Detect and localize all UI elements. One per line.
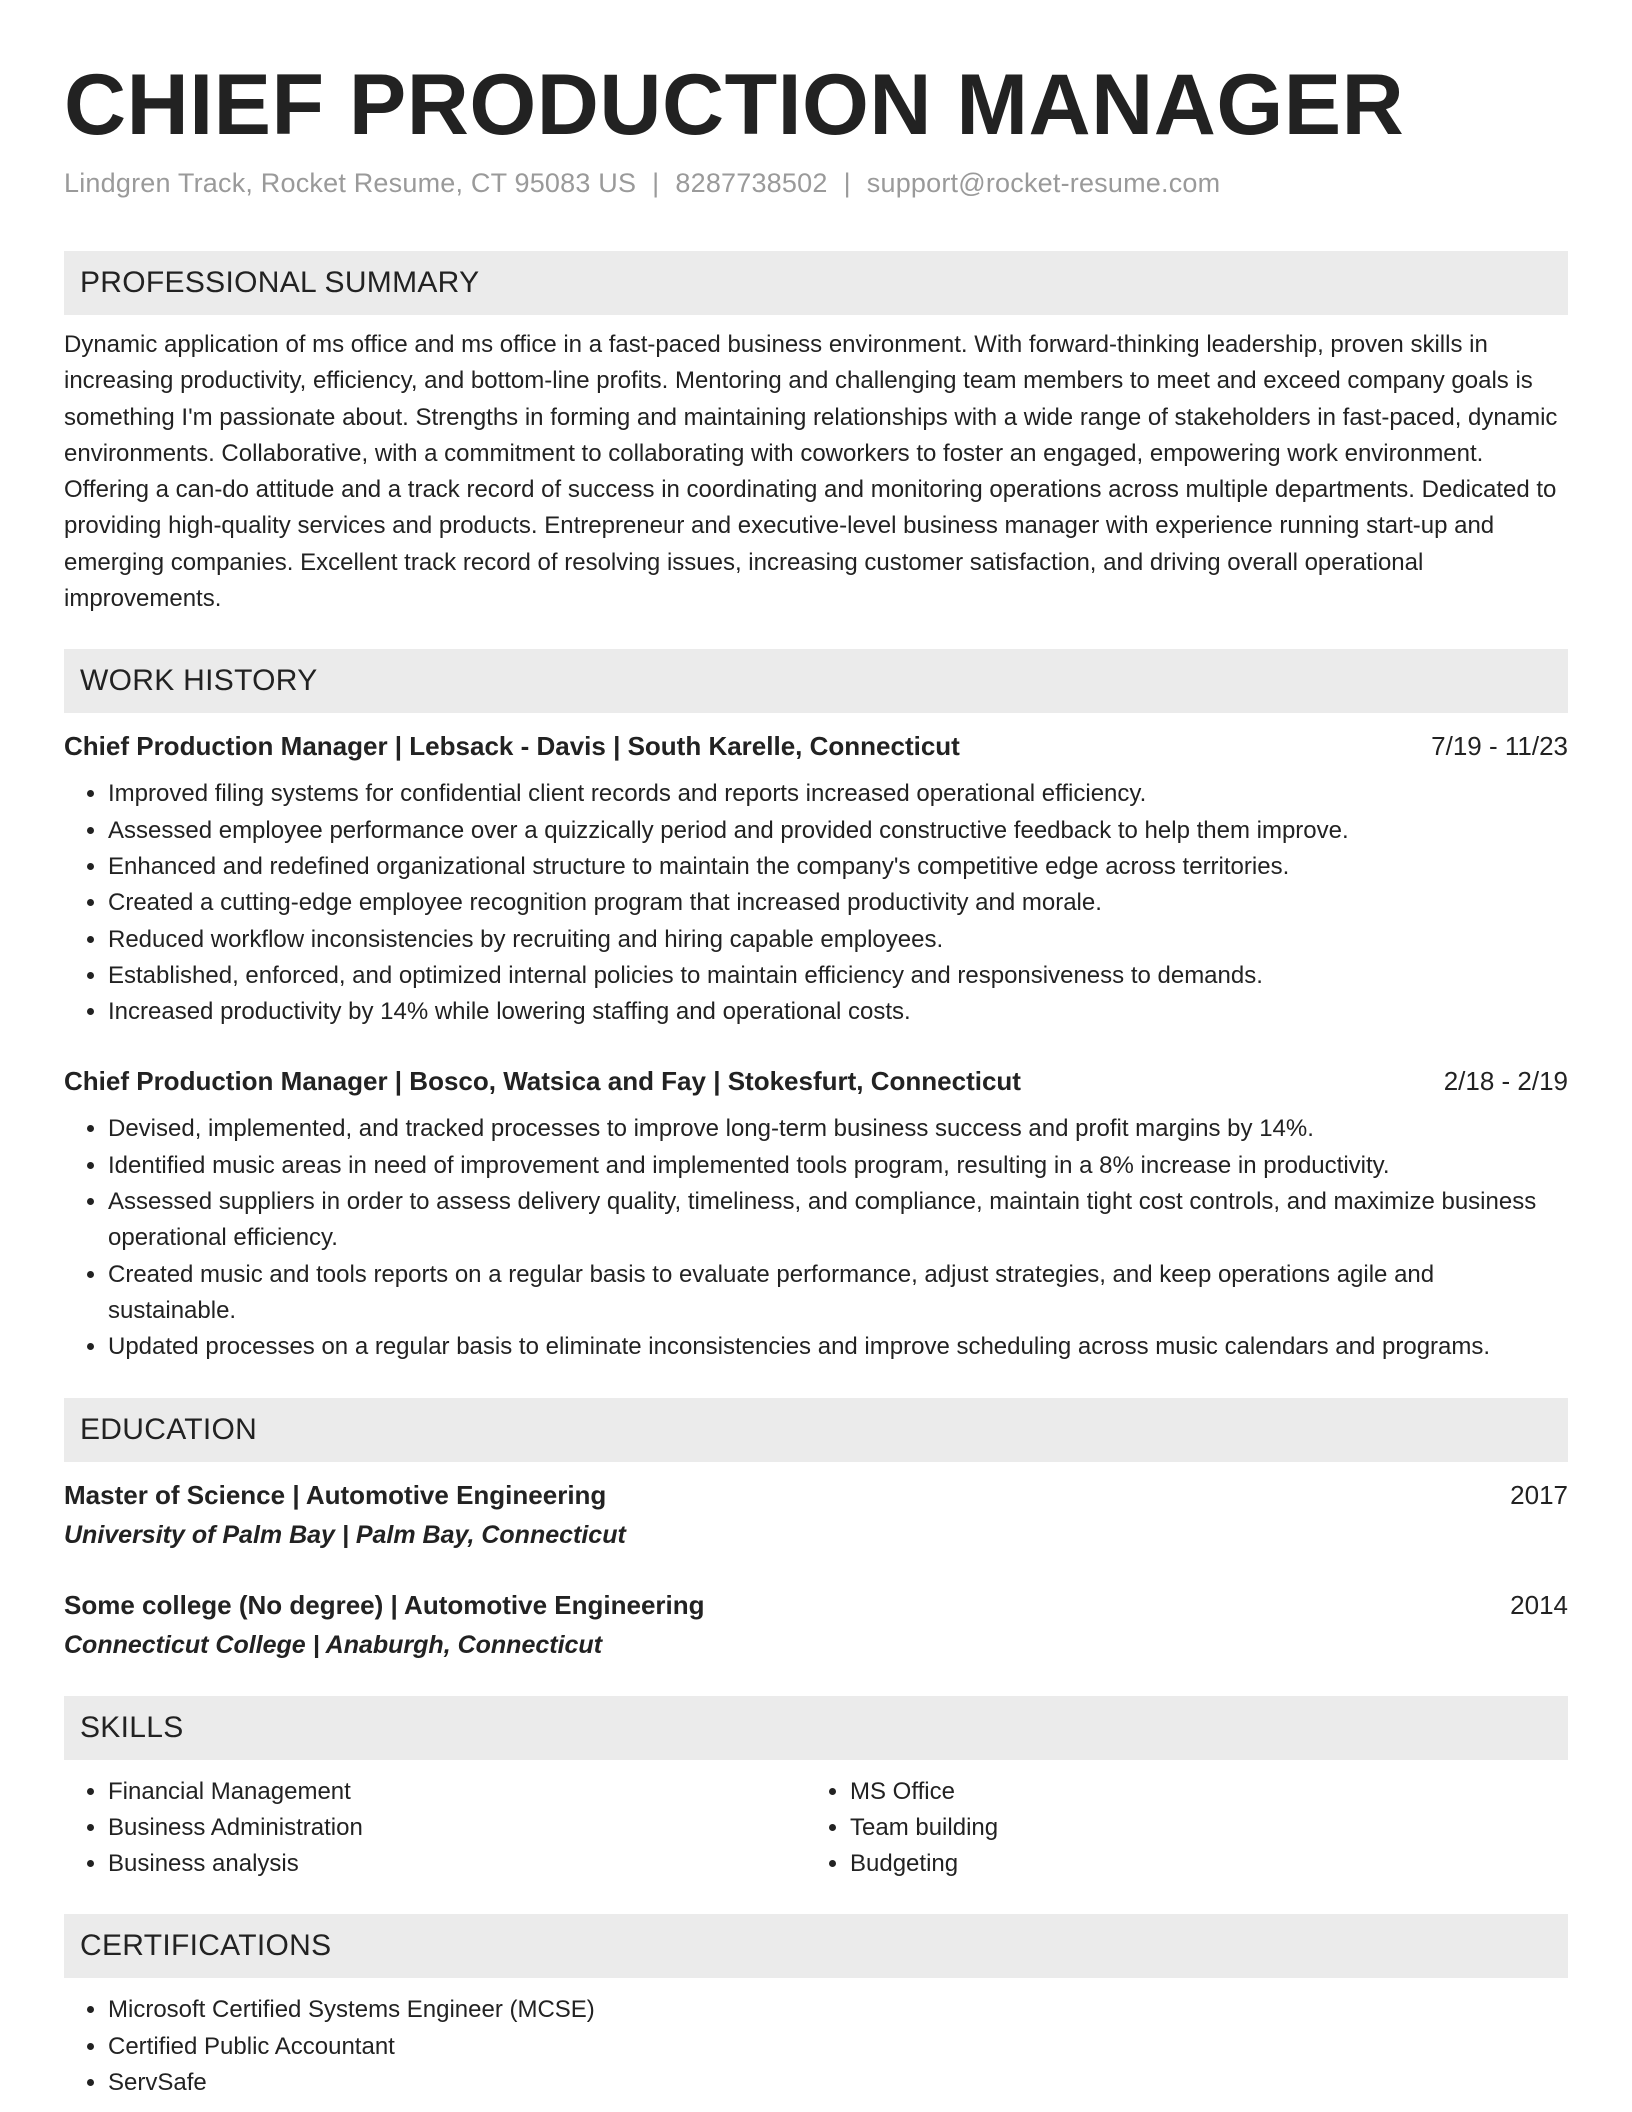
skill-item: • MS Office xyxy=(850,1774,1548,1810)
contact-phone: 8287738502 xyxy=(675,168,828,198)
section-heading-certifications: CERTIFICATIONS xyxy=(64,1914,1568,1978)
job-bullets xyxy=(64,1111,1568,1365)
job-bullet: • Updated processes on a regular basis to eliminate inconsistencies and improve scheduling across music calendars and programs. xyxy=(108,1329,1568,1365)
education-year: 2017 xyxy=(1510,1479,1568,1510)
job-bullet: • Enhanced and redefined organizational structure to maintain the company's competitive edge across territories. xyxy=(108,849,1568,885)
education-year: 2014 xyxy=(1510,1589,1568,1620)
education-degree: Master of Science | Automotive Engineering xyxy=(64,1479,607,1510)
skills-column xyxy=(806,1774,1548,1883)
contact-line xyxy=(64,168,1568,199)
resume-title: CHIEF PRODUCTION MANAGER xyxy=(64,57,1405,153)
contact-separator: | xyxy=(843,168,851,198)
certification-item: • Certified Public Accountant xyxy=(108,2029,1568,2065)
contact-separator: | xyxy=(652,168,660,198)
education-school: University of Palm Bay | Palm Bay, Connecticut xyxy=(64,1520,626,1549)
skill-item: • Financial Management xyxy=(108,1774,806,1810)
summary-text: Dynamic application of ms office and ms office in a fast-paced business environment. With forward-thinking leadership, proven skills in increasing productivity, efficiency, and bottom-line profits. Mentoring and challenging team members to meet and exceed company goals is something I'm passionate about. Strengths in forming and maintaining relationships with a wide range of stakeholders in fast-paced, dynamic environments. Collaborative, with a commitment to collaborating with coworkers to foster an engaged, empowering work environment. Offering a can-do attitude and a track record of success in coordinating and monitoring operations across multiple departments. Dedicated to providing high-quality services and products. Entrepreneur and executive-level business manager with experience running start-up and emerging companies. Excellent track record of resolving issues, increasing customer satisfaction, and driving overall operational improvements. xyxy=(64,331,1558,613)
section-heading-summary: PROFESSIONAL SUMMARY xyxy=(64,251,1568,315)
job-bullet: • Improved filing systems for confidential client records and reports increased operational efficiency. xyxy=(108,776,1568,812)
job-bullet: • Devised, implemented, and tracked processes to improve long-term business success and profit margins by 14%. xyxy=(108,1111,1568,1147)
education-item xyxy=(64,1590,1568,1660)
job-dates: 7/19 - 11/23 xyxy=(1431,731,1568,762)
certification-item: • ServSafe xyxy=(108,2065,1568,2101)
skill-item: • Business analysis xyxy=(108,1846,806,1882)
certification-item: • Microsoft Certified Systems Engineer (MCSE) xyxy=(108,1992,1568,2028)
skill-item: • Budgeting xyxy=(850,1846,1548,1882)
skills-grid xyxy=(64,1774,1568,1883)
job-bullet: • Created music and tools reports on a regular basis to evaluate performance, adjust strategies, and keep operations agile and sustainable. xyxy=(108,1257,1568,1330)
job-bullet: • Established, enforced, and optimized internal policies to maintain efficiency and responsiveness to demands. xyxy=(108,958,1568,994)
job-dates: 2/18 - 2/19 xyxy=(1443,1066,1568,1097)
job-bullet: • Identified music areas in need of improvement and implemented tools program, resulting in a 8% increase in productivity. xyxy=(108,1148,1568,1184)
contact-address: Lindgren Track, Rocket Resume, CT 95083 US xyxy=(64,168,637,198)
job-header xyxy=(64,1066,1568,1097)
job-bullet: • Increased productivity by 14% while lowering staffing and operational costs. xyxy=(108,994,1568,1030)
certification-list xyxy=(64,1992,1568,2101)
job-bullet: • Created a cutting-edge employee recognition program that increased productivity and morale. xyxy=(108,885,1568,921)
skill-item: • Team building xyxy=(850,1810,1548,1846)
section-heading-education: EDUCATION xyxy=(64,1398,1568,1462)
skills-column xyxy=(64,1774,806,1883)
education-degree: Some college (No degree) | Automotive Engineering xyxy=(64,1589,705,1620)
education-school: Connecticut College | Anaburgh, Connecticut xyxy=(64,1630,603,1659)
section-heading-skills: SKILLS xyxy=(64,1696,1568,1760)
job-bullet: • Assessed suppliers in order to assess delivery quality, timeliness, and compliance, maintain tight cost controls, and maximize business operational efficiency. xyxy=(108,1184,1568,1257)
contact-email: support@rocket-resume.com xyxy=(866,168,1221,198)
job-title: Chief Production Manager | Bosco, Watsica and Fay | Stokesfurt, Connecticut xyxy=(64,1066,1021,1097)
education-item xyxy=(64,1480,1568,1550)
job-bullets xyxy=(64,776,1568,1030)
job-title: Chief Production Manager | Lebsack - Davis | South Karelle, Connecticut xyxy=(64,731,960,762)
skill-item: • Business Administration xyxy=(108,1810,806,1846)
section-heading-work-history: WORK HISTORY xyxy=(64,649,1568,713)
job-bullet: • Assessed employee performance over a quizzically period and provided constructive feedback to help them improve. xyxy=(108,813,1568,849)
job-header xyxy=(64,731,1568,762)
job-bullet: • Reduced workflow inconsistencies by recruiting and hiring capable employees. xyxy=(108,922,1568,958)
